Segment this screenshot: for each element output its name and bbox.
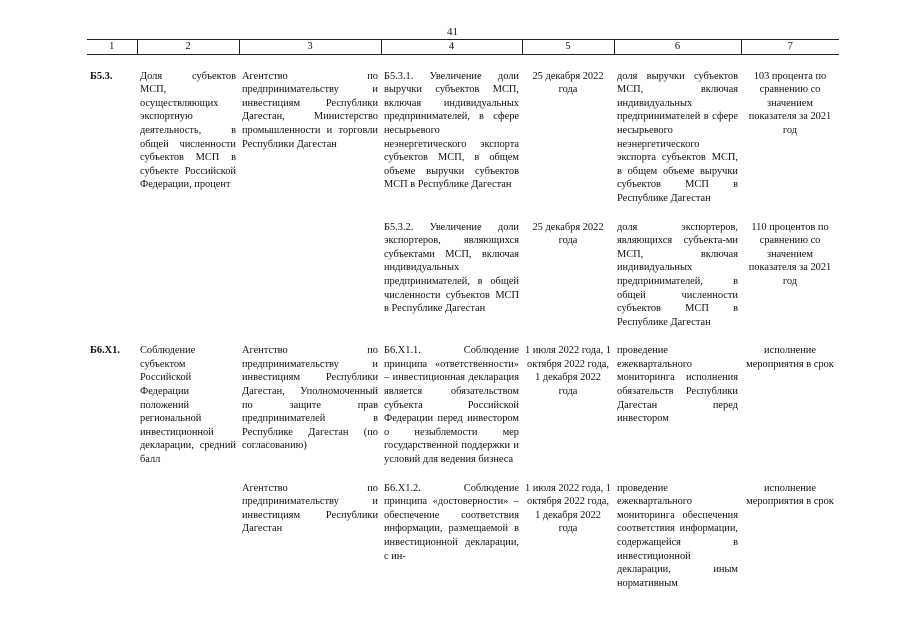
deadline-cell: 1 июля 2022 года, 1 октября 2022 года, 1 декабря 2022 года — [525, 345, 611, 398]
agency-cell: Агентство по предпринимательству и инвестициям Республики Дагестан, Уполномоченный по защите прав предпринимателей в Республике Дагестан (по согласованию) — [242, 345, 378, 452]
measure-cell: Б6.Х1.2. Соблюдение принципа «достоверности» – обеспечение соответствия информации, размещаемой в инвестиционной декларации, с ин- — [384, 482, 519, 562]
indicator-cell: Доля субъектов МСП, осуществляющих экспортную деятельность, в общей численности субъектов МСП в субъекте Российской Федерации, процент — [140, 70, 236, 191]
result-cell: доля выручки субъектов МСП, включая индивидуальных предпринимателей в сфере несырьевого неэнергетического экспорта субъектов МСП, в общем объеме выручки субъектов МСП в Республике Дагестан — [617, 70, 738, 204]
column-header: 4 — [381, 40, 522, 55]
agency-cell: Агентство по предпринимательству и инвестициям Республики Дагестан, Министерство промышленности и торговли Республики Дагестан — [242, 70, 378, 150]
column-header: 5 — [522, 40, 614, 55]
column-header: 7 — [741, 40, 839, 55]
table-header-row — [87, 40, 839, 55]
row-id: Б6.Х1. — [90, 345, 120, 357]
agency-cell: Агентство по предпринимательству и инвестициям Республики Дагестан — [242, 482, 378, 535]
column-header: 3 — [239, 40, 381, 55]
result-cell: проведение ежеквартального мониторинга исполнения обязательств Республики Дагестан перед инвестором — [617, 345, 738, 425]
indicator-cell — [137, 482, 239, 591]
table-row — [87, 70, 839, 206]
measure-cell: Б5.3.1. Увеличение доли выручки субъектов МСП, включая индивидуальных предпринимателей, в сфере несырьевого неэнергетического экспорта субъектов МСП, в общем объеме выручки субъектов МСП в Республике Дагестан — [384, 70, 519, 191]
column-header: 2 — [137, 40, 239, 55]
row-id — [87, 221, 137, 330]
row-id — [87, 482, 137, 591]
measure-cell: Б5.3.2. Увеличение доли экспортеров, являющихся субъектами МСП, включая индивидуальных предпринимателей, в общей численности субъектов МСП в Республике Дагестан — [384, 221, 519, 315]
row-id: Б5.3. — [90, 70, 113, 82]
page-number: 41 — [447, 26, 458, 38]
target-cell: 110 процентов по сравнению со значением показателя за 2021 год — [748, 221, 832, 287]
table-row — [87, 221, 839, 330]
column-header: 6 — [614, 40, 741, 55]
measures-table — [87, 39, 839, 590]
result-cell: проведение ежеквартального мониторинга обеспечения соответствия информации, содержащейся в инвестиционной декларации, иным нормативным — [617, 482, 738, 589]
indicator-cell — [137, 221, 239, 330]
target-cell: исполнение мероприятия в срок — [746, 482, 834, 508]
deadline-cell: 25 декабря 2022 года — [532, 70, 604, 96]
deadline-cell: 1 июля 2022 года, 1 октября 2022 года, 1 декабря 2022 года — [525, 482, 611, 535]
table-row — [87, 482, 839, 591]
indicator-cell: Соблюдение субъектом Российской Федерации положений региональной инвестиционной декларации, средний балл — [140, 345, 236, 466]
agency-cell — [239, 221, 381, 330]
column-header: 1 — [87, 40, 137, 55]
target-cell: исполнение мероприятия в срок — [746, 345, 834, 370]
measure-cell: Б6.Х1.1. Соблюдение принципа «ответственности» – инвестиционная декларация является обязательством субъекта Российской Федерации перед инвестором о незыблемости мер государственной поддержки и условий для ведения бизнеса — [384, 345, 519, 466]
deadline-cell: 25 декабря 2022 года — [532, 221, 604, 247]
table-row — [87, 344, 839, 466]
result-cell: доля экспортеров, являющихся субъекта-ми МСП, включая индивидуальных предпринимателей, в общей численности субъектов МСП в Республике Дагестан — [617, 221, 738, 328]
target-cell: 103 процента по сравнению со значением показателя за 2021 год — [748, 70, 832, 136]
